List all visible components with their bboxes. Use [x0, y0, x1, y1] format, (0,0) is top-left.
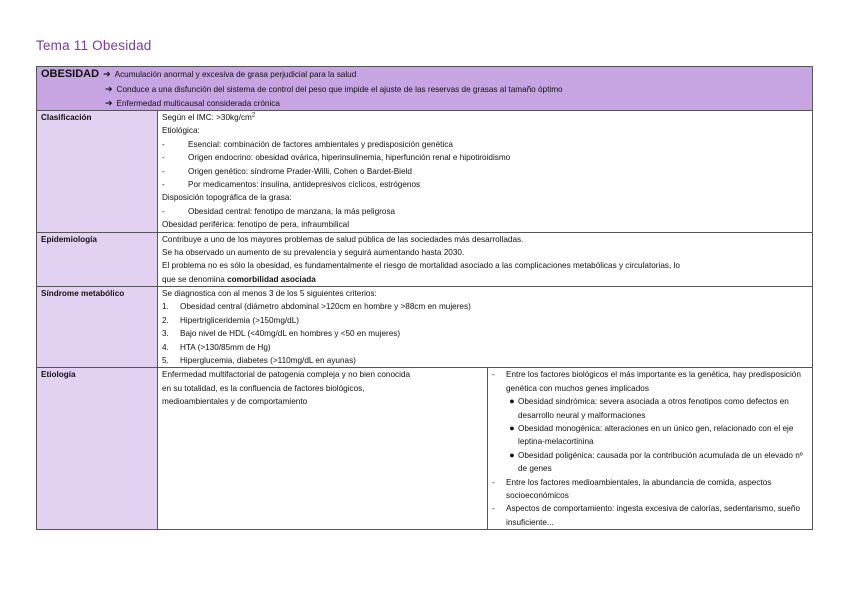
label-epidemiologia: Epidemiología	[37, 232, 158, 287]
list-item: - Obesidad central: fenotipo de manzana, la más peligrosa	[162, 206, 396, 216]
bullet-icon: ●	[509, 449, 515, 460]
header-title: OBESIDAD	[41, 68, 100, 80]
content-etiologia-right	[488, 368, 813, 530]
content-epidemiologia	[158, 232, 813, 287]
list-item: - Entre los factores biológicos el más importante es la genética, hay predisposición genética con muchos genes implicados	[492, 370, 801, 393]
content-sindrome	[158, 287, 813, 368]
arrow-icon: ➔	[105, 97, 113, 108]
row-sindrome	[37, 287, 813, 368]
text-line: Se ha observado un aumento de su prevalencia y seguirá aumentando hasta 2030.	[162, 247, 465, 257]
bullet-item: ● Obesidad monogénica: alteraciones en un único gen, relacionado con el eje leptina-melacortinina	[506, 422, 808, 449]
list-item: - Origen genético: síndrome Prader-Willi, Cohen o Bardet-Bield	[162, 166, 412, 176]
text-line: en su totalidad, es la confluencia de factores biológicos,	[162, 383, 365, 393]
label-etiologia: Etiología	[37, 368, 158, 530]
header-line-3: Enfermedad multicausal considerada crónica	[116, 98, 280, 108]
list-item: - Origen endocrino: obesidad ovárica, hiperinsulinemia, hiperfunción renal e hipotiroidismo	[162, 153, 511, 163]
bullet-icon: ●	[509, 423, 515, 434]
header-line-2: Conduce a una disfunción del sistema de control del peso que impide el ajuste de las reservas de grasas al tamaño óptimo	[116, 85, 563, 94]
text-line: Contribuye a uno de los mayores problemas de salud pública de las sociedades más desarrolladas.	[162, 234, 524, 244]
bullet-icon: ●	[509, 396, 515, 407]
header-cell	[37, 67, 813, 111]
obesity-table	[36, 66, 813, 530]
header-row	[37, 67, 813, 111]
list-item: - Por medicamentos: insulina, antidepresivos cíclicos, estrógenos	[162, 179, 421, 189]
content-clasificacion	[158, 111, 813, 233]
criteria-item: 5. Hiperglucemia, diabetes (>110mg/dL en ayunas)	[162, 356, 356, 366]
text-line: que se denomina comorbilidad asociada	[162, 274, 316, 284]
criteria-item: 1. Obesidad central (diámetro abdominal >120cm en hombre y >88cm en mujeres)	[162, 302, 471, 312]
text-line: medioambientales y de comportamiento	[162, 397, 308, 407]
row-epidemiologia	[37, 232, 813, 287]
criteria-item: 4. HTA (>130/85mm de Hg)	[162, 342, 271, 352]
label-clasificacion: Clasificación	[37, 111, 158, 233]
list-item: - Entre los factores medioambientales, la abundancia de comida, aspectos socioeconómicos	[492, 477, 772, 501]
row-etiologia	[37, 368, 813, 530]
label-sindrome: Síndrome metabólico	[37, 287, 158, 368]
content-etiologia-left	[158, 368, 488, 530]
criteria-item: 3. Bajo nivel de HDL (<40mg/dL en hombres y <50 en mujeres)	[162, 329, 401, 339]
page-title: Tema 11 Obesidad	[36, 38, 152, 53]
arrow-icon: ➔	[103, 69, 111, 79]
imc-line: Según el IMC: $>30kg/cm^2$	[162, 112, 256, 122]
criteria-item: 2. Hipertrigliceridemia (>150mg/dL)	[162, 315, 299, 325]
header-line-1: Acumulación anormal y excesiva de grasa perjudicial para la salud	[114, 70, 357, 79]
arrow-icon: ➔	[105, 84, 113, 94]
text-line: El problema no es sólo la obesidad, es fundamentalmente el riesgo de mortalidad asociado a las complicaciones metabólicas y circulatorias, lo	[162, 261, 680, 271]
etiologica-title: Etiológica:	[162, 126, 200, 136]
periferica-line: Obesidad periférica: fenotipo de pera, infraumbilical	[162, 220, 350, 230]
bullet-item: ● Obesidad poligénica: causada por la contribución acumulada de un elevado nº de genes	[506, 449, 808, 476]
sindrome-intro: Se diagnostica con al menos 3 de los 5 siguientes criterios:	[162, 289, 377, 299]
comorbilidad-bold: comorbilidad asociada	[227, 274, 316, 284]
text-line: Enfermedad multifactorial de patogenia compleja y no bien conocida	[162, 370, 411, 380]
row-clasificacion	[37, 111, 813, 233]
list-item: - Esencial: combinación de factores ambientales y predisposición genética	[162, 139, 453, 149]
list-item: - Aspectos de comportamiento: ingesta excesiva de calorías, sedentarismo, sueño insuficiente...	[492, 504, 800, 527]
topografica-title: Disposición topográfica de la grasa:	[162, 193, 292, 203]
bullet-item: ● Obesidad sindrómica: severa asociada a otros fenotipos como defectos en desarrollo neural y malformaciones	[506, 395, 808, 422]
